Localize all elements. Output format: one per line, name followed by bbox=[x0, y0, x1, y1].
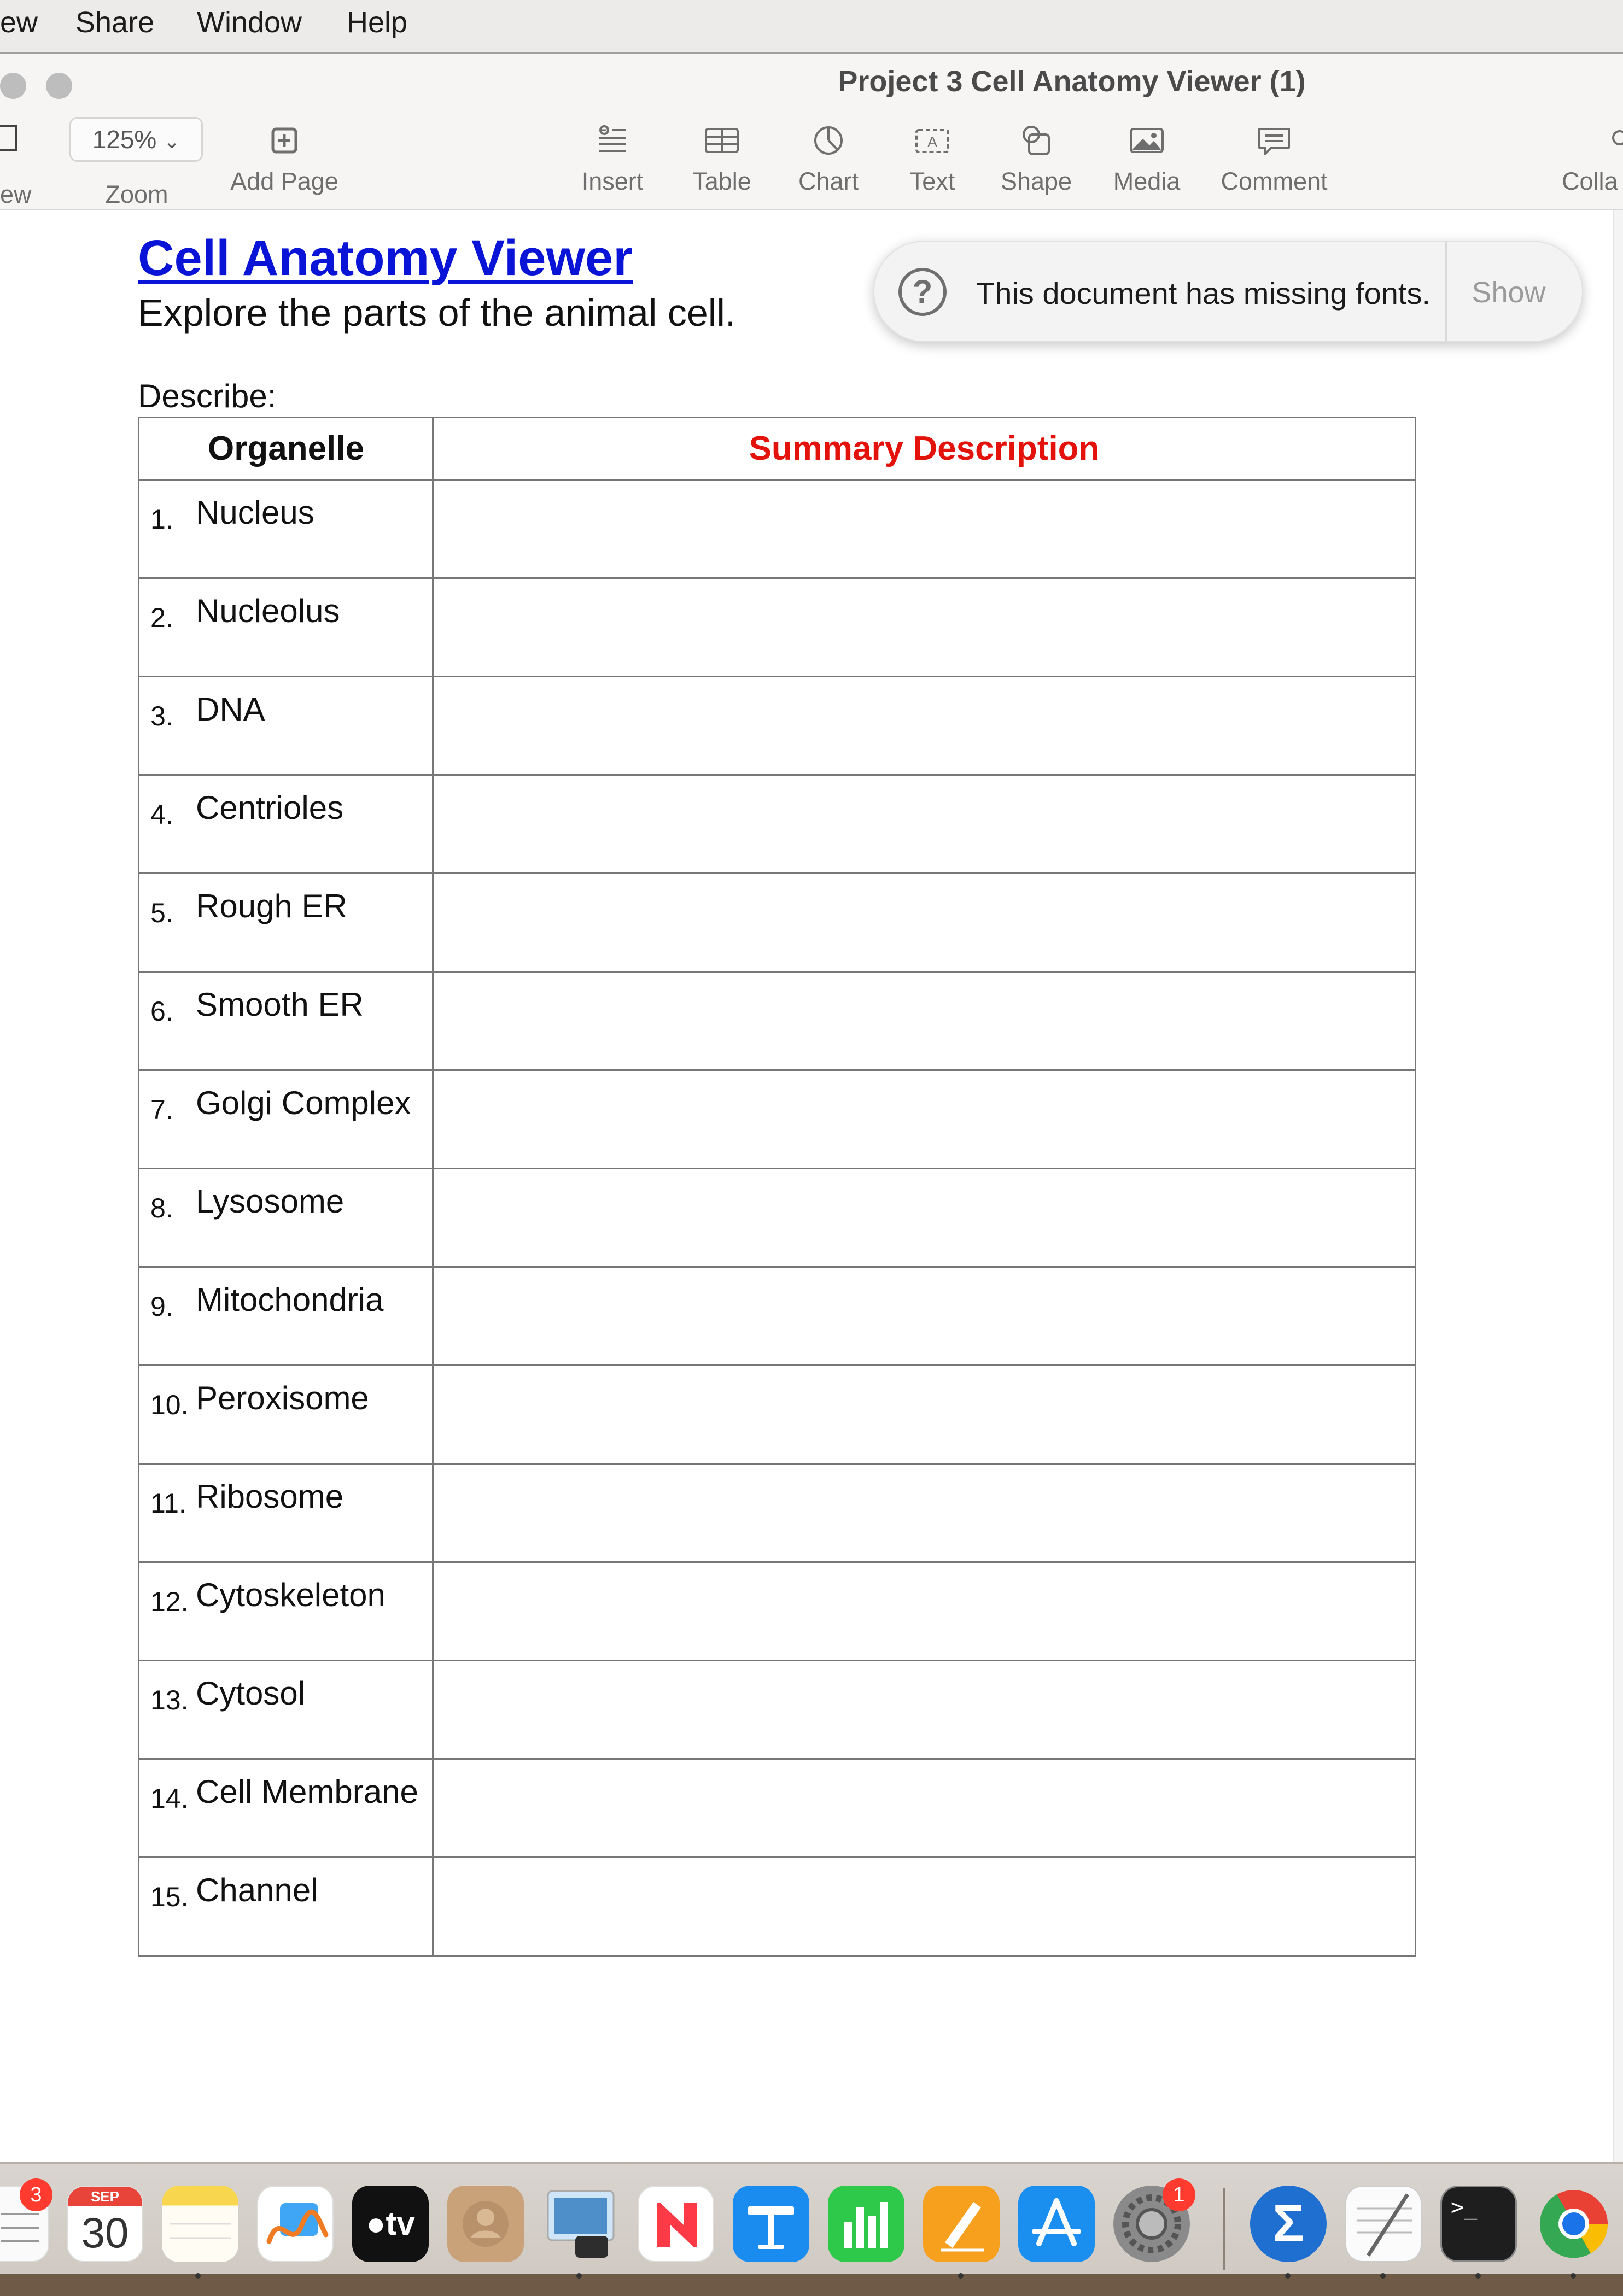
row-number: 15. bbox=[150, 1882, 189, 1912]
missing-fonts-message: This document has missing fonts. bbox=[976, 276, 1431, 311]
view-icon[interactable] bbox=[0, 125, 17, 151]
calendar-day: 30 bbox=[81, 2209, 129, 2257]
table-row bbox=[139, 1071, 1415, 1169]
notes-app-icon[interactable] bbox=[162, 2186, 238, 2262]
chevron-down-icon: ⌄ bbox=[164, 130, 180, 153]
calendar-month: SEP bbox=[68, 2187, 142, 2206]
table-icon bbox=[703, 121, 741, 160]
organelle-name: Lysosome bbox=[196, 1183, 345, 1220]
describe-label: Describe: bbox=[138, 378, 277, 414]
comment-button[interactable] bbox=[1214, 121, 1334, 196]
table-row bbox=[139, 1760, 1415, 1858]
shape-button[interactable] bbox=[995, 121, 1077, 196]
comment-icon bbox=[1255, 121, 1293, 160]
app-store-icon bbox=[1018, 2186, 1095, 2262]
organelle-name: Smooth ER bbox=[196, 986, 364, 1023]
comment-label: Comment bbox=[1221, 167, 1328, 195]
add-page-button[interactable] bbox=[219, 121, 350, 196]
description-cell[interactable] bbox=[434, 973, 1415, 1069]
description-cell[interactable] bbox=[434, 1366, 1415, 1463]
row-number: 14. bbox=[150, 1783, 189, 1814]
description-cell[interactable] bbox=[434, 1169, 1415, 1266]
terminal-prompt-icon: >_ bbox=[1451, 2195, 1478, 2220]
menu-share[interactable]: Share bbox=[75, 6, 155, 39]
add-page-label: Add Page bbox=[230, 167, 338, 195]
media-label: Media bbox=[1113, 167, 1181, 195]
description-cell[interactable] bbox=[434, 579, 1415, 676]
news-icon bbox=[639, 2187, 714, 2262]
organelle-name: Mitochondria bbox=[196, 1281, 384, 1318]
keynote-icon bbox=[733, 2186, 809, 2262]
apple-logo-icon: ● bbox=[366, 2205, 386, 2242]
document-title-link[interactable]: Cell Anatomy Viewer bbox=[138, 230, 633, 286]
row-number: 8. bbox=[150, 1193, 173, 1223]
table-row bbox=[139, 1169, 1415, 1268]
running-indicator bbox=[1571, 2273, 1576, 2279]
desktop-strip bbox=[0, 2274, 1623, 2296]
window-title: Project 3 Cell Anatomy Viewer (1) bbox=[838, 65, 1306, 98]
pages-app-icon[interactable] bbox=[923, 2186, 1000, 2262]
description-cell[interactable] bbox=[434, 776, 1415, 872]
media-icon bbox=[1128, 121, 1166, 160]
freeform-icon bbox=[258, 2187, 334, 2262]
organelle-name: Cytoskeleton bbox=[196, 1577, 386, 1613]
row-number: 2. bbox=[150, 602, 173, 633]
table-header bbox=[139, 418, 1415, 481]
add-page-icon bbox=[265, 121, 303, 160]
shape-icon bbox=[1017, 121, 1055, 160]
numbers-app-icon[interactable] bbox=[828, 2186, 904, 2262]
insert-label: Insert bbox=[581, 167, 644, 195]
description-cell[interactable] bbox=[434, 1563, 1415, 1660]
table-button[interactable] bbox=[681, 121, 763, 196]
textedit-app-icon[interactable] bbox=[1345, 2186, 1422, 2262]
description-cell[interactable] bbox=[434, 874, 1415, 971]
chrome-app-icon[interactable] bbox=[1536, 2186, 1612, 2262]
view-label: ew bbox=[0, 180, 32, 208]
missing-fonts-banner bbox=[873, 241, 1583, 342]
preview-icon bbox=[542, 2186, 619, 2262]
row-number: 4. bbox=[150, 799, 173, 830]
running-indicator bbox=[576, 2273, 582, 2279]
running-indicator bbox=[1380, 2273, 1386, 2279]
header-organelle: Organelle bbox=[208, 430, 364, 467]
text-button[interactable] bbox=[891, 121, 973, 196]
show-button[interactable]: Show bbox=[1472, 276, 1546, 309]
header-summary-description: Summary Description bbox=[749, 430, 1100, 467]
insert-icon bbox=[593, 121, 632, 160]
zoom-label: Zoom bbox=[105, 180, 168, 208]
row-number: 1. bbox=[150, 504, 173, 535]
settings-badge: 1 bbox=[1163, 2178, 1195, 2211]
media-button[interactable] bbox=[1106, 121, 1188, 196]
contacts-icon bbox=[447, 2186, 524, 2262]
menu-window[interactable]: Window bbox=[197, 6, 302, 39]
calendar-app-icon[interactable] bbox=[67, 2186, 143, 2262]
sigma-icon: Σ bbox=[1272, 2194, 1304, 2253]
running-indicator bbox=[195, 2273, 201, 2279]
window-close-button[interactable] bbox=[0, 73, 26, 99]
table-row bbox=[139, 776, 1415, 874]
table-row bbox=[139, 1661, 1415, 1760]
organelle-name: DNA bbox=[196, 691, 265, 728]
window-minimize-button[interactable] bbox=[46, 73, 72, 99]
collaborate-label: Colla bbox=[1562, 167, 1618, 195]
table-row bbox=[139, 481, 1415, 579]
news-app-icon[interactable] bbox=[638, 2186, 714, 2262]
organelle-name: Peroxisome bbox=[196, 1380, 369, 1416]
banner-divider bbox=[1445, 242, 1447, 341]
menu-view[interactable]: ew bbox=[0, 6, 38, 39]
freeform-app-icon[interactable] bbox=[257, 2186, 334, 2262]
organelle-name: Cytosol bbox=[196, 1675, 306, 1712]
table-row bbox=[139, 1268, 1415, 1366]
menu-bar bbox=[0, 0, 1623, 54]
description-cell[interactable] bbox=[434, 1465, 1415, 1561]
row-number: 7. bbox=[150, 1094, 173, 1125]
table-label: Table bbox=[692, 167, 751, 195]
description-cell[interactable] bbox=[434, 1661, 1415, 1758]
table-row bbox=[139, 1465, 1415, 1563]
organelle-name: Golgi Complex bbox=[196, 1085, 411, 1121]
zoom-value: 125% bbox=[92, 125, 157, 154]
document-subtitle: Explore the parts of the animal cell. bbox=[138, 291, 736, 334]
organelle-name: Nucleus bbox=[196, 494, 314, 531]
row-number: 13. bbox=[150, 1685, 189, 1715]
organelle-name: Channel bbox=[196, 1872, 318, 1908]
text-label: Text bbox=[909, 167, 955, 195]
math-app-icon[interactable] bbox=[1250, 2186, 1327, 2262]
row-number: 9. bbox=[150, 1291, 173, 1322]
apple-tv-app-icon[interactable] bbox=[352, 2186, 429, 2262]
organelle-name: Rough ER bbox=[196, 888, 347, 924]
pages-icon bbox=[923, 2186, 1000, 2262]
shape-label: Shape bbox=[1000, 167, 1072, 195]
contacts-app-icon[interactable] bbox=[447, 2186, 524, 2262]
running-indicator bbox=[958, 2273, 964, 2279]
chart-icon bbox=[809, 121, 848, 160]
svg-text:A: A bbox=[927, 133, 937, 150]
description-cell[interactable] bbox=[434, 1858, 1415, 1957]
table-row bbox=[139, 973, 1415, 1071]
table-row bbox=[139, 579, 1415, 677]
description-cell[interactable] bbox=[434, 1268, 1415, 1364]
organelle-name: Ribosome bbox=[196, 1478, 344, 1515]
row-number: 5. bbox=[150, 898, 173, 928]
table-row bbox=[139, 1858, 1415, 1957]
description-cell[interactable] bbox=[434, 677, 1415, 774]
chart-button[interactable] bbox=[787, 121, 869, 196]
notes-icon bbox=[162, 2186, 238, 2262]
table-row bbox=[139, 677, 1415, 776]
description-cell[interactable] bbox=[434, 1071, 1415, 1168]
organelle-table bbox=[138, 417, 1416, 1957]
question-icon: ? bbox=[898, 268, 947, 316]
keynote-app-icon[interactable] bbox=[733, 2186, 809, 2262]
row-number: 3. bbox=[150, 701, 173, 731]
organelle-name: Cell Membrane bbox=[196, 1773, 418, 1810]
chrome-icon bbox=[1536, 2186, 1612, 2262]
row-number: 10. bbox=[150, 1390, 189, 1420]
collaborate-icon bbox=[1603, 121, 1623, 160]
zoom-select[interactable] bbox=[69, 117, 203, 162]
table-row bbox=[139, 1366, 1415, 1465]
insert-button[interactable] bbox=[569, 121, 656, 196]
organelle-name: Nucleolus bbox=[196, 593, 340, 629]
textedit-icon bbox=[1346, 2187, 1422, 2262]
terminal-app-icon[interactable] bbox=[1440, 2186, 1517, 2262]
description-cell[interactable] bbox=[434, 481, 1415, 577]
running-indicator bbox=[1475, 2273, 1481, 2279]
row-number: 11. bbox=[150, 1488, 186, 1519]
collaborate-button[interactable] bbox=[1560, 121, 1623, 196]
numbers-icon bbox=[828, 2186, 904, 2262]
apple-tv-label: tv bbox=[386, 2205, 415, 2242]
menu-help[interactable]: Help bbox=[347, 6, 408, 39]
app-store-app-icon[interactable] bbox=[1018, 2186, 1095, 2262]
preview-app-icon[interactable] bbox=[542, 2186, 619, 2262]
reminders-badge: 3 bbox=[20, 2178, 52, 2211]
scrollbar[interactable] bbox=[1613, 210, 1623, 2162]
dock-separator bbox=[1223, 2188, 1225, 2270]
row-number: 12. bbox=[150, 1586, 189, 1617]
description-cell[interactable] bbox=[434, 1760, 1415, 1856]
text-box-icon bbox=[913, 121, 951, 160]
table-row bbox=[139, 1563, 1415, 1661]
chart-label: Chart bbox=[798, 167, 859, 195]
row-number: 6. bbox=[150, 996, 173, 1027]
running-indicator bbox=[1285, 2273, 1291, 2279]
table-row bbox=[139, 874, 1415, 973]
organelle-name: Centrioles bbox=[196, 789, 344, 826]
